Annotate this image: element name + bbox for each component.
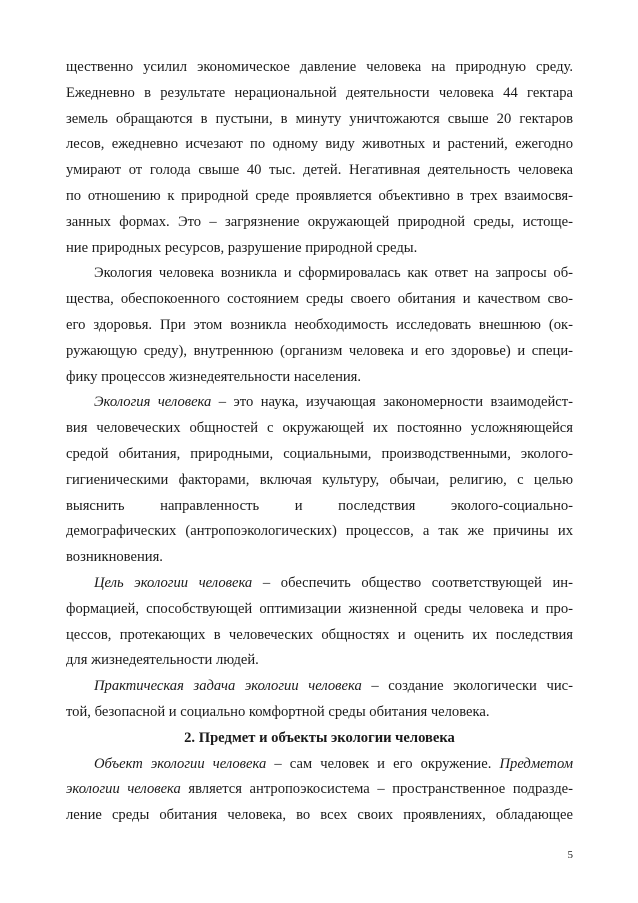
italic-term: Экология человека — [94, 394, 212, 411]
text-line: формацией, способствующей оптимизации жизненной среды человека и про- — [66, 600, 573, 617]
text-line: умирают от голода свыше 40 тыс. детей. Негативная деятельность человека — [66, 162, 573, 179]
text-line: той, безопасной и социально комфортной среды обитания человека. — [66, 703, 490, 720]
italic-term: экологии человека — [66, 781, 181, 798]
text-line: Экология человека возникла и сформировалась как ответ на запросы об- — [94, 265, 573, 282]
body-text — [66, 55, 573, 829]
text-line — [66, 752, 573, 778]
text-line: лесов, ежедневно исчезают по одному виду животных и растений, ежегодно — [66, 136, 573, 153]
text-line: выяснить направленность и последствия эколого-социально- — [66, 497, 573, 514]
text-line: ние природных ресурсов, разрушение природной среды. — [66, 239, 418, 256]
text-line: демографических (антропоэкологических) процессов, а так же причины их — [66, 523, 573, 540]
text-line: вия человеческих общностей с окружающей их постоянно усложняющейся — [66, 420, 573, 437]
text-fragment: – обеспечить общество соответствующей ин- — [252, 574, 573, 591]
text-fragment: – создание экологически чис- — [361, 678, 573, 695]
text-fragment: – это наука, изучающая закономерности взаимодейст- — [211, 394, 573, 411]
text-line: занных формах. Это – загрязнение окружающей природной среды, истоще- — [66, 213, 573, 230]
text-line: ружающую среду), внутреннюю (организм человека и его здоровье) и специ- — [66, 342, 573, 359]
text-line: его здоровья. При этом возникла необходимость исследовать внешнюю (ок- — [66, 316, 573, 333]
page-number: 5 — [567, 849, 573, 861]
text-line — [66, 777, 573, 803]
text-line: для жизнедеятельности людей. — [66, 652, 259, 669]
text-fragment: – сам человек и его окружение. — [266, 755, 500, 772]
text-line: возникновения. — [66, 549, 163, 566]
text-line: Ежедневно в результате нерациональной деятельности человека 44 гектара — [66, 84, 573, 101]
text-line: фику процессов жизнедеятельности населения. — [66, 368, 362, 385]
italic-term: Объект экологии человека — [94, 755, 267, 772]
text-line — [66, 674, 573, 700]
italic-term: Предметом — [499, 755, 573, 772]
text-line: ление среды обитания человека, во всех своих проявлениях, обладающее — [66, 807, 573, 824]
italic-term: Цель экологии человека — [94, 574, 253, 591]
italic-term: Практическая задача экологии человека — [94, 678, 362, 695]
text-line: цессов, протекающих в человеческих общностях и оценить их последствия — [66, 626, 573, 643]
text-line: по отношению к природной среде проявляется объективно в трех взаимосвя- — [66, 187, 573, 204]
text-line: щественно усилил экономическое давление человека на природную среду. — [66, 59, 573, 75]
text-line: гигиеническими факторами, включая культуру, обычаи, религию, с целью — [66, 471, 573, 488]
text-line — [66, 571, 573, 597]
text-line: средой обитания, природными, социальными, производственными, эколого- — [66, 445, 573, 462]
text-line: земель обращаются в пустыни, в минуту уничтожаются свыше 20 гектаров — [66, 110, 573, 127]
text-line — [66, 390, 573, 416]
text-fragment: является антропоэкосистема – пространственное подразде- — [180, 781, 573, 798]
section-heading: 2. Предмет и объекты экологии человека — [184, 729, 455, 746]
text-line: щества, обеспокоенного состоянием среды своего обитания и качеством сво- — [66, 291, 573, 308]
